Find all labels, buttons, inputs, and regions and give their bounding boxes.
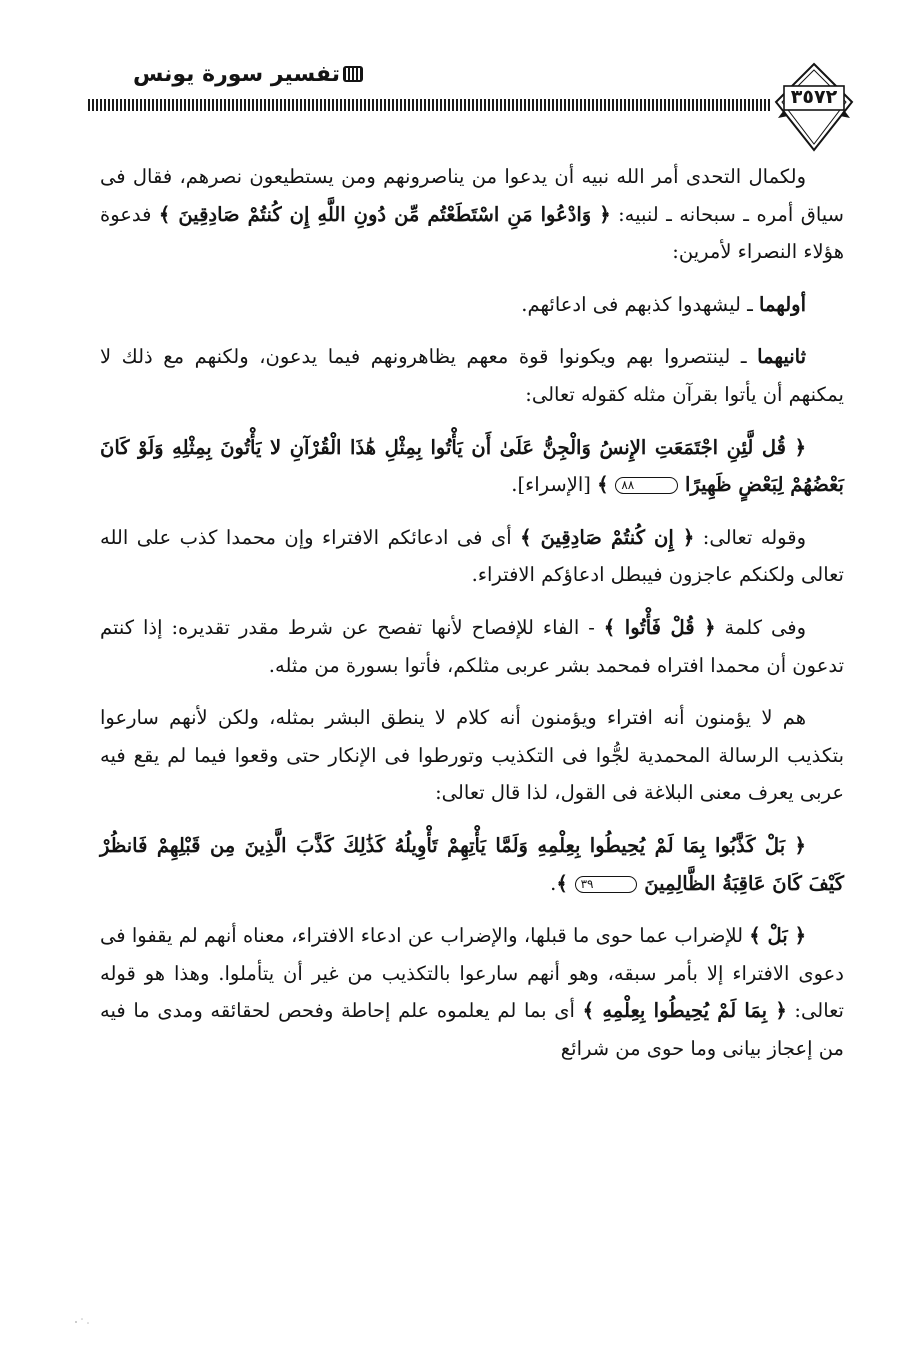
page-number: ٣٥٧٢ [790, 86, 838, 108]
paragraph [100, 429, 844, 504]
lead-word: أولهما [759, 292, 806, 316]
quran-verse: ﴿ بَلْ كَذَّبُوا بِمَا لَمْ يُحِيطُوا بِعِلْمِهِ وَلَمَّا يَأْتِهِمْ تَأْوِيلُهُ كَذَٰلِكَ كَذَّبَ الَّذِينَ مِن قَبْلِهِمْ فَانظُرْ كَيْفَ كَانَ عَاقِبَةُ الظَّالِمِينَ [100, 833, 844, 895]
text-segment: للإضراب عما حوى ما قبلها، والإضراب عن ادعاء الافتراء، معناه أنهم لم يقفوا فى دعوى الافتراء إلا بأمر سبقه، وهو أنهم سارعوا بالتكذيب من غير أن يتأملوا. وهذا هو قوله تعالى: [100, 924, 844, 1023]
text-segment: ـ ليشهدوا كذبهم فى ادعائهم. [521, 292, 760, 316]
text-segment: وفى كلمة [715, 615, 806, 639]
paragraph [100, 699, 844, 812]
text-segment: أى فى ادعائكم الافتراء وإن محمدا كذب على الله تعالى ولكنكم عاجزون فيبطل ادعاؤكم الافتراء. [100, 525, 844, 587]
verse-number-badge: ٨٨ [615, 477, 678, 494]
paragraph [100, 827, 844, 902]
text-segment: هم لا يؤمنون أنه افتراء ويؤمنون أنه كلام لا ينطق البشر بمثله، ولكن لأنهم سارعوا بتكذيب الرسالة المحمدية لجُّوا فى التكذيب وتورطوا فى الإنكار حتى وقعوا فيما لم يقع فيه عربى يعرف معنى البلاغة فى القول، لذا قال تعالى: [100, 706, 844, 805]
lead-word: ثانيهما [757, 345, 806, 369]
quran-verse: ﴿ إِن كُنتُمْ صَادِقِينَ ﴾ [520, 525, 695, 549]
scan-speck [72, 1316, 94, 1326]
paragraph [100, 917, 844, 1067]
text-segment: أى بما لم يعلموه علم إحاطة وفحص لحقائقه ومدى ما فيه من إعجاز بيانى وما حوى من شرائع [100, 999, 844, 1060]
text-segment: ولكمال التحدى أمر الله نبيه أن يدعوا من يناصرونهم ومن يستطيعون نصرهم، فقال فى سياق أمره ـ سبحانه ـ لنبيه: [100, 165, 844, 226]
paragraph [100, 609, 844, 684]
paragraph [100, 519, 844, 594]
text-segment: فدعوة هؤلاء النصراء لأمرين: [100, 202, 844, 264]
text-segment: ـ لينتصروا بهم ويكونوا قوة معهم يظاهرونهم فيما يدعون، ولكنهم مع ذلك لا يمكنهم أن يأتوا بقرآن مثله كقوله تعالى: [100, 345, 844, 406]
quran-verse: ﴿ وَادْعُوا مَنِ اسْتَطَعْتُم مِّن دُونِ اللَّهِ إِن كُنتُمْ صَادِقِينَ ﴾ [158, 202, 611, 226]
quran-verse: ﴾ [556, 871, 575, 895]
body-text [100, 158, 844, 1082]
header-rule [88, 99, 770, 111]
quran-verse: ﴿ قُلْ فَأْتُوا ﴾ [603, 615, 716, 639]
text-segment: . [550, 871, 557, 895]
quran-verse: ﴿ بِمَا لَمْ يُحِيطُوا بِعِلْمِهِ ﴾ [582, 999, 787, 1023]
paragraph [100, 286, 844, 324]
page-number-badge [774, 62, 854, 152]
text-segment: [الإسراء]. [511, 473, 598, 497]
quran-verse: ﴾ [597, 473, 616, 497]
quran-verse: ﴿ بَلْ ﴾ [749, 924, 806, 948]
text-segment: وقوله تعالى: [694, 525, 806, 549]
quran-verse: ﴿ قُل لَّئِنِ اجْتَمَعَتِ الإِنسُ وَالْجِنُّ عَلَىٰ أَن يَأْتُوا بِمِثْلِ هَٰذَا الْقُرْآنِ لا يَأْتُونَ بِمِثْلِهِ وَلَوْ كَانَ بَعْضُهُمْ لِبَعْضٍ ظَهِيرًا [100, 435, 844, 497]
paragraph [100, 158, 844, 271]
verse-number-badge: ٣٩ [575, 876, 638, 893]
paragraph [100, 338, 844, 413]
text-segment: - الفاء للإفصاح لأنها تفصح عن شرط مقدر تقديره: إذا كنتم تدعون أن محمدا افتراه فمحمد بشر عربى مثلكم، فأتوا بسورة من مثله. [100, 615, 844, 677]
running-title: تفسير سورة يونس [133, 62, 340, 87]
flower-ornament-icon [340, 64, 366, 84]
